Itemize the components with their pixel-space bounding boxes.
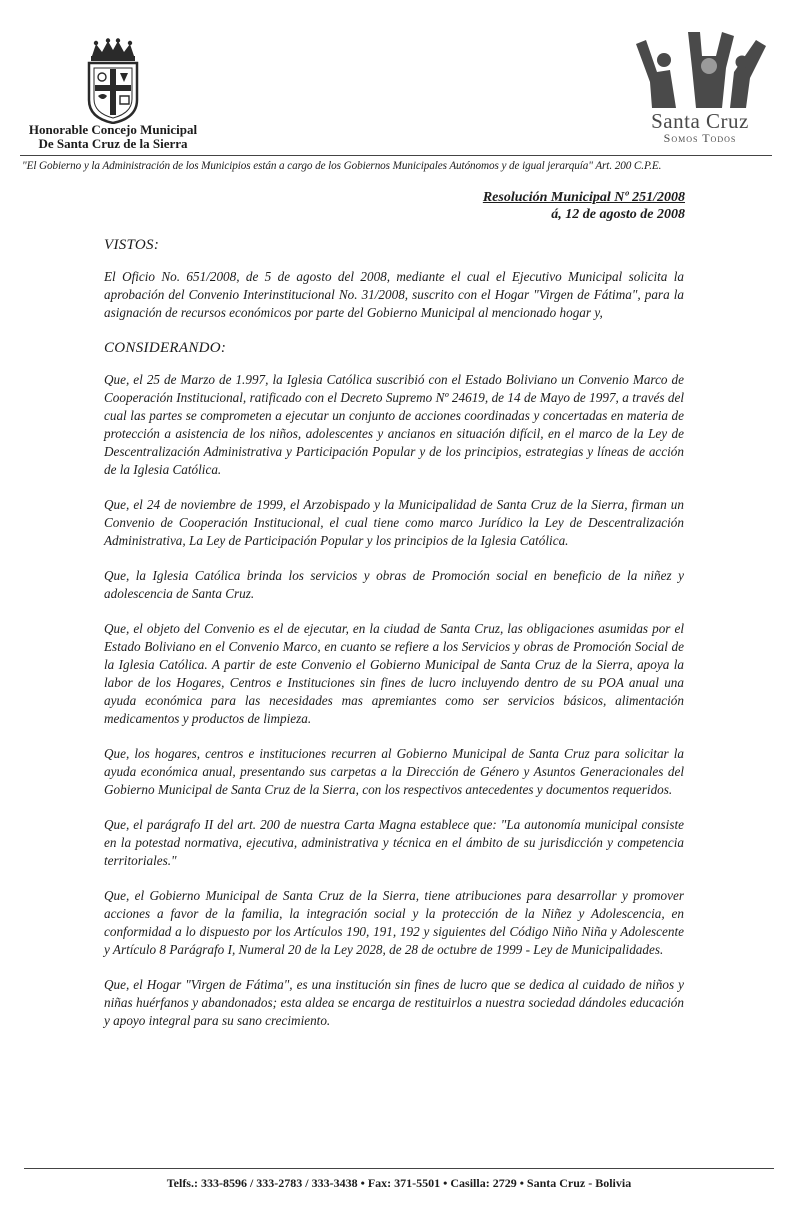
vistos-paragraph: El Oficio No. 651/2008, de 5 de agosto del 2008, mediante el cual el Ejecutivo Municipal solicita la aprobación del Convenio Interinstitucional No. 31/2008, suscrito con el Hogar "Virgen de Fátima", para la asignación de recursos económicos por parte del Gobierno Municipal al mencionado hogar y,	[104, 269, 684, 320]
constitution-quote: "El Gobierno y la Administración de los Municipios están a cargo de los Gobiernos Municipales Autónomos y de igual jerarquía" Art. 200 C.P.E.	[22, 160, 662, 172]
logo-slogan-text: Somos Todos	[663, 131, 737, 145]
coat-of-arms-icon	[82, 38, 144, 124]
santa-cruz-logo	[630, 32, 770, 144]
considerando-paragraph: Que, el Gobierno Municipal de Santa Cruz de la Sierra, tiene atribuciones para desarrollar y promover acciones a favor de la familia, la integración social y la protección de la Niñez y Adolescencia, en conformidad a lo dispuesto por los Artículos 190, 191, 192 y siguientes del Código Niño Niña y Adolescente y Artículo 8 Parágrafo I, Numeral 20 de la Ley 2028, de 28 de octubre de 1999 - Ley de Municipalidades.	[104, 888, 684, 957]
considerando-paragraph: Que, la Iglesia Católica brinda los servicios y obras de Promoción social en beneficio de la niñez y adolescencia de Santa Cruz.	[104, 568, 684, 601]
raised-arms-figures-icon	[630, 32, 770, 108]
considerando-paragraph: Que, el 25 de Marzo de 1.997, la Iglesia Católica suscribió con el Estado Boliviano un Convenio Marco de Cooperación Institucional, ratificado con el Decreto Supremo Nº 24619, de 14 de Mayo de 1997, a través del cual las partes se comprometen a ejecutar un conjunto de acciones coordinadas y concertadas en materia de protección a asistencia de los niños, adolescentes y ancianos en situación difícil, en el marco de la Ley de Descentralización Administrativa y Participación Popular y de los principios, estrategias y líneas de acción de la Iglesia Católica.	[104, 372, 684, 477]
header-divider	[20, 155, 772, 156]
footer-contact: Telfs.: 333-8596 / 333-2783 / 333-3438 • Fax: 371-5501 • Casilla: 2729 • Santa Cruz - Bolivia	[166, 1176, 632, 1190]
considerando-paragraph: Que, los hogares, centros e instituciones recurren al Gobierno Municipal de Santa Cruz para solicitar la ayuda económica anual, presentando sus carpetas a la Dirección de Género y Asuntos Generacionales del Gobierno Municipal de Santa Cruz de la Sierra, con los respectivos antecedentes y documentos requeridos.	[104, 746, 684, 797]
resolution-title: Resolución Municipal Nº 251/2008	[482, 190, 685, 205]
resolution-date: á, 12 de agosto de 2008	[551, 207, 685, 222]
considerando-paragraph: Que, el Hogar "Virgen de Fátima", es una institución sin fines de lucro que se dedica al cuidado de niños y niñas huérfanos y abandonados; esta aldea se encarga de restituirlos a nuestra sociedad dándoles educación y apoyo integral para su sano crecimiento.	[104, 977, 684, 1028]
logo-name-text: Santa Cruz	[651, 109, 749, 133]
considerando-paragraph: Que, el 24 de noviembre de 1999, el Arzobispado y la Municipalidad de Santa Cruz de la Sierra, firman un Convenio de Cooperación Institucional, el cual tiene como marco Jurídico la Ley de Descentralización Administrativa, La Ley de Participación Popular y los principios de la Iglesia Católica.	[104, 497, 684, 548]
considerando-paragraph: Que, el parágrafo II del art. 200 de nuestra Carta Magna establece que: "La autonomía municipal consiste en la potestad normativa, ejecutiva, administrativa y técnica en el ámbito de su jurisdicción y competencia territoriales."	[104, 817, 684, 868]
vistos-heading: VISTOS:	[104, 237, 160, 253]
footer-divider	[24, 1168, 774, 1169]
document-body	[104, 236, 684, 1047]
council-name	[18, 123, 208, 151]
considerando-heading: CONSIDERANDO:	[104, 340, 227, 356]
council-name-line1: Honorable Concejo Municipal	[28, 122, 198, 137]
council-name-line2: De Santa Cruz de la Sierra	[38, 136, 188, 151]
considerando-paragraph: Que, el objeto del Convenio es el de ejecutar, en la ciudad de Santa Cruz, las obligaciones asumidas por el Estado Boliviano en el Convenio Marco, en cuanto se refiere a los Servicios y obras de Promoción Social de la Iglesia Católica. A partir de este Convenio el Gobierno Municipal de Santa Cruz de la Sierra, apoya la labor de los Hogares, Centros e Instituciones sin fines de lucro incluyendo dentro de su POA anual una ayuda económica para las necesidades mas apremiantes como ser servicios básicos, alimentación medicamentos y productos de limpieza.	[104, 621, 684, 726]
